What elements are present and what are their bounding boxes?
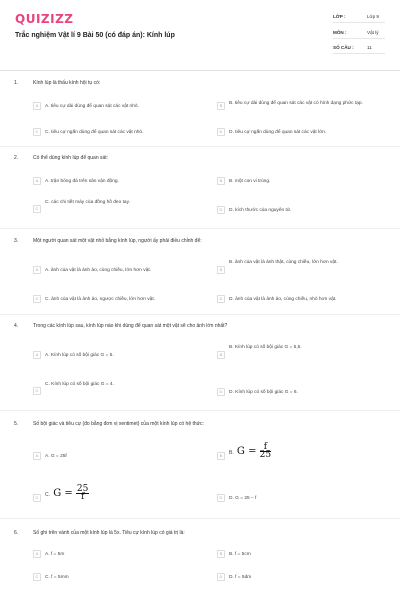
meta-count-label: SỐ CÂU : xyxy=(333,45,354,50)
option-letter-box: D xyxy=(217,494,225,502)
option-text: A. Kính lúp có số bội giác G = 5. xyxy=(45,352,114,358)
formula-lhs: G = xyxy=(53,488,73,499)
question-divider xyxy=(0,410,400,411)
option-letter-box: B xyxy=(217,102,225,110)
question-number: 4. xyxy=(14,323,19,329)
option-text: C. f = 5mm xyxy=(45,574,69,580)
option-text: D. Kính lúp có số bội giác G = 6. xyxy=(229,389,298,395)
question-text: Số ghi trên vành của một kính lúp là 5x. Tiêu cự kính lúp có giá trị là: xyxy=(33,530,185,536)
question-number: 2. xyxy=(14,155,19,161)
option-letter-box: C xyxy=(33,573,41,581)
option-letter-box: C xyxy=(33,205,41,213)
meta-count-underline xyxy=(333,53,385,54)
option-letter-box: A xyxy=(33,102,41,110)
option-text: D. f = 5dm xyxy=(229,574,252,580)
option-letter-box: C xyxy=(33,387,41,395)
fraction-numerator: f xyxy=(260,444,271,452)
option-letter-box: B xyxy=(217,550,225,558)
formula-lhs: G = xyxy=(236,446,257,457)
fraction xyxy=(260,444,271,459)
question-divider xyxy=(0,146,400,147)
question-number: 5. xyxy=(14,421,19,427)
option-letter-box: C xyxy=(33,295,41,303)
option-letter-box: D xyxy=(217,206,225,214)
option-letter-box: A xyxy=(33,177,41,185)
option-text: C. tiêu cự ngắn dùng để quan sát các vật nhỏ. xyxy=(45,129,144,135)
question-number: 6. xyxy=(14,530,19,536)
option-letter-box: A xyxy=(33,452,41,460)
option-letter-box: B xyxy=(217,266,225,274)
fraction-numerator: 25 xyxy=(76,484,89,494)
meta-subject-underline xyxy=(333,38,385,39)
question-text: Trong các kính lúp sau, kính lúp nào khi dùng để quan sát một vật sẽ cho ảnh lớn nhất? xyxy=(33,323,228,329)
option-text: B. một con vi trùng. xyxy=(229,178,271,184)
option-letter-box: A xyxy=(33,351,41,359)
option-text: A. trận bóng đá trên sân vận động. xyxy=(45,178,119,184)
option-letter-box: A xyxy=(33,550,41,558)
option-letter-box: C xyxy=(33,494,41,502)
meta-subject xyxy=(333,28,385,39)
option-text: B. Kính lúp có số bội giác G = 5,5. xyxy=(229,344,302,350)
fraction xyxy=(76,486,89,501)
option-text: A. tiêu cự dài dùng để quan sát các vật nhỏ. xyxy=(45,103,139,109)
question-divider xyxy=(0,518,400,519)
question-text: Kính lúp là thấu kính hội tụ có: xyxy=(33,80,101,86)
option-text: A. G = 25f xyxy=(45,453,67,459)
quizizz-logo: QUIZIZZ xyxy=(15,12,74,26)
option-letter-box: D xyxy=(217,128,225,136)
question-divider xyxy=(0,314,400,315)
option-text: B. tiêu cự dài dùng để quan sát các vật có hình dạng phức tạp. xyxy=(229,100,363,106)
meta-subject-label: MÔN : xyxy=(333,30,347,35)
question-number: 3. xyxy=(14,238,19,244)
question-text: Có thể dùng kính lúp để quan sát: xyxy=(33,155,109,161)
option-text: C. ảnh của vật là ảnh ảo, ngược chiều, lớn hơn vật. xyxy=(45,296,155,302)
page-title: Trắc nghiệm Vật lí 9 Bài 50 (có đáp án): Kính lúp xyxy=(15,32,175,39)
formula-g-equals-25-over-f xyxy=(45,486,89,501)
option-text: D. G = 25 – f xyxy=(229,495,257,501)
header-divider xyxy=(0,70,400,71)
meta-count xyxy=(333,43,385,54)
option-letter-box: B xyxy=(217,452,225,460)
page-header xyxy=(0,0,400,68)
option-prefix: C. xyxy=(45,492,50,498)
option-text: C. Kính lúp có số bội giác G = 4. xyxy=(45,381,114,387)
meta-class-label: LỚP : xyxy=(333,14,346,19)
fraction-denominator: f xyxy=(80,492,85,502)
option-text: B. f = 5cm xyxy=(229,551,251,557)
option-letter-box: D xyxy=(217,388,225,396)
option-text: A. ảnh của vật là ảnh ảo, cùng chiều, lớn hơn vật. xyxy=(45,267,152,273)
option-letter-box: A xyxy=(33,266,41,274)
option-prefix: B. xyxy=(229,450,234,456)
option-text: B. ảnh của vật là ảnh thật, cùng chiều, lớn hơn vật. xyxy=(229,259,338,265)
option-letter-box: D xyxy=(217,295,225,303)
meta-class-underline xyxy=(333,22,385,23)
option-text: D. tiêu cự ngắn dùng để quan sát các vật lớn. xyxy=(229,129,327,135)
question-divider xyxy=(0,228,400,229)
meta-count-value: 11 xyxy=(367,45,372,50)
option-text: C. các chi tiết máy của đồng hồ đeo tay. xyxy=(45,199,130,205)
option-text: D. kích thước của nguyên tử. xyxy=(229,207,292,213)
option-text: A. f = 5m xyxy=(45,551,65,557)
option-letter-box: C xyxy=(33,128,41,136)
option-letter-box: B xyxy=(217,351,225,359)
question-text: Số bội giác và tiêu cự (đo bằng đơn vị xentimet) của một kính lúp có hệ thức: xyxy=(33,421,204,427)
question-text: Một người quan sát một vật nhỏ bằng kính lúp, người ấy phải điều chỉnh để: xyxy=(33,238,202,244)
question-number: 1. xyxy=(14,80,19,86)
option-letter-box: D xyxy=(217,573,225,581)
meta-class xyxy=(333,12,385,23)
meta-subject-value: Vật lý xyxy=(367,30,379,35)
fraction-denominator: 25 xyxy=(259,450,272,460)
formula-g-equals-f-over-25 xyxy=(229,444,271,459)
option-letter-box: B xyxy=(217,177,225,185)
option-text: D. ảnh của vật là ảnh ảo, cùng chiều, nhỏ hơn vật. xyxy=(229,296,337,302)
meta-class-value: Lớp 9 xyxy=(367,14,379,19)
